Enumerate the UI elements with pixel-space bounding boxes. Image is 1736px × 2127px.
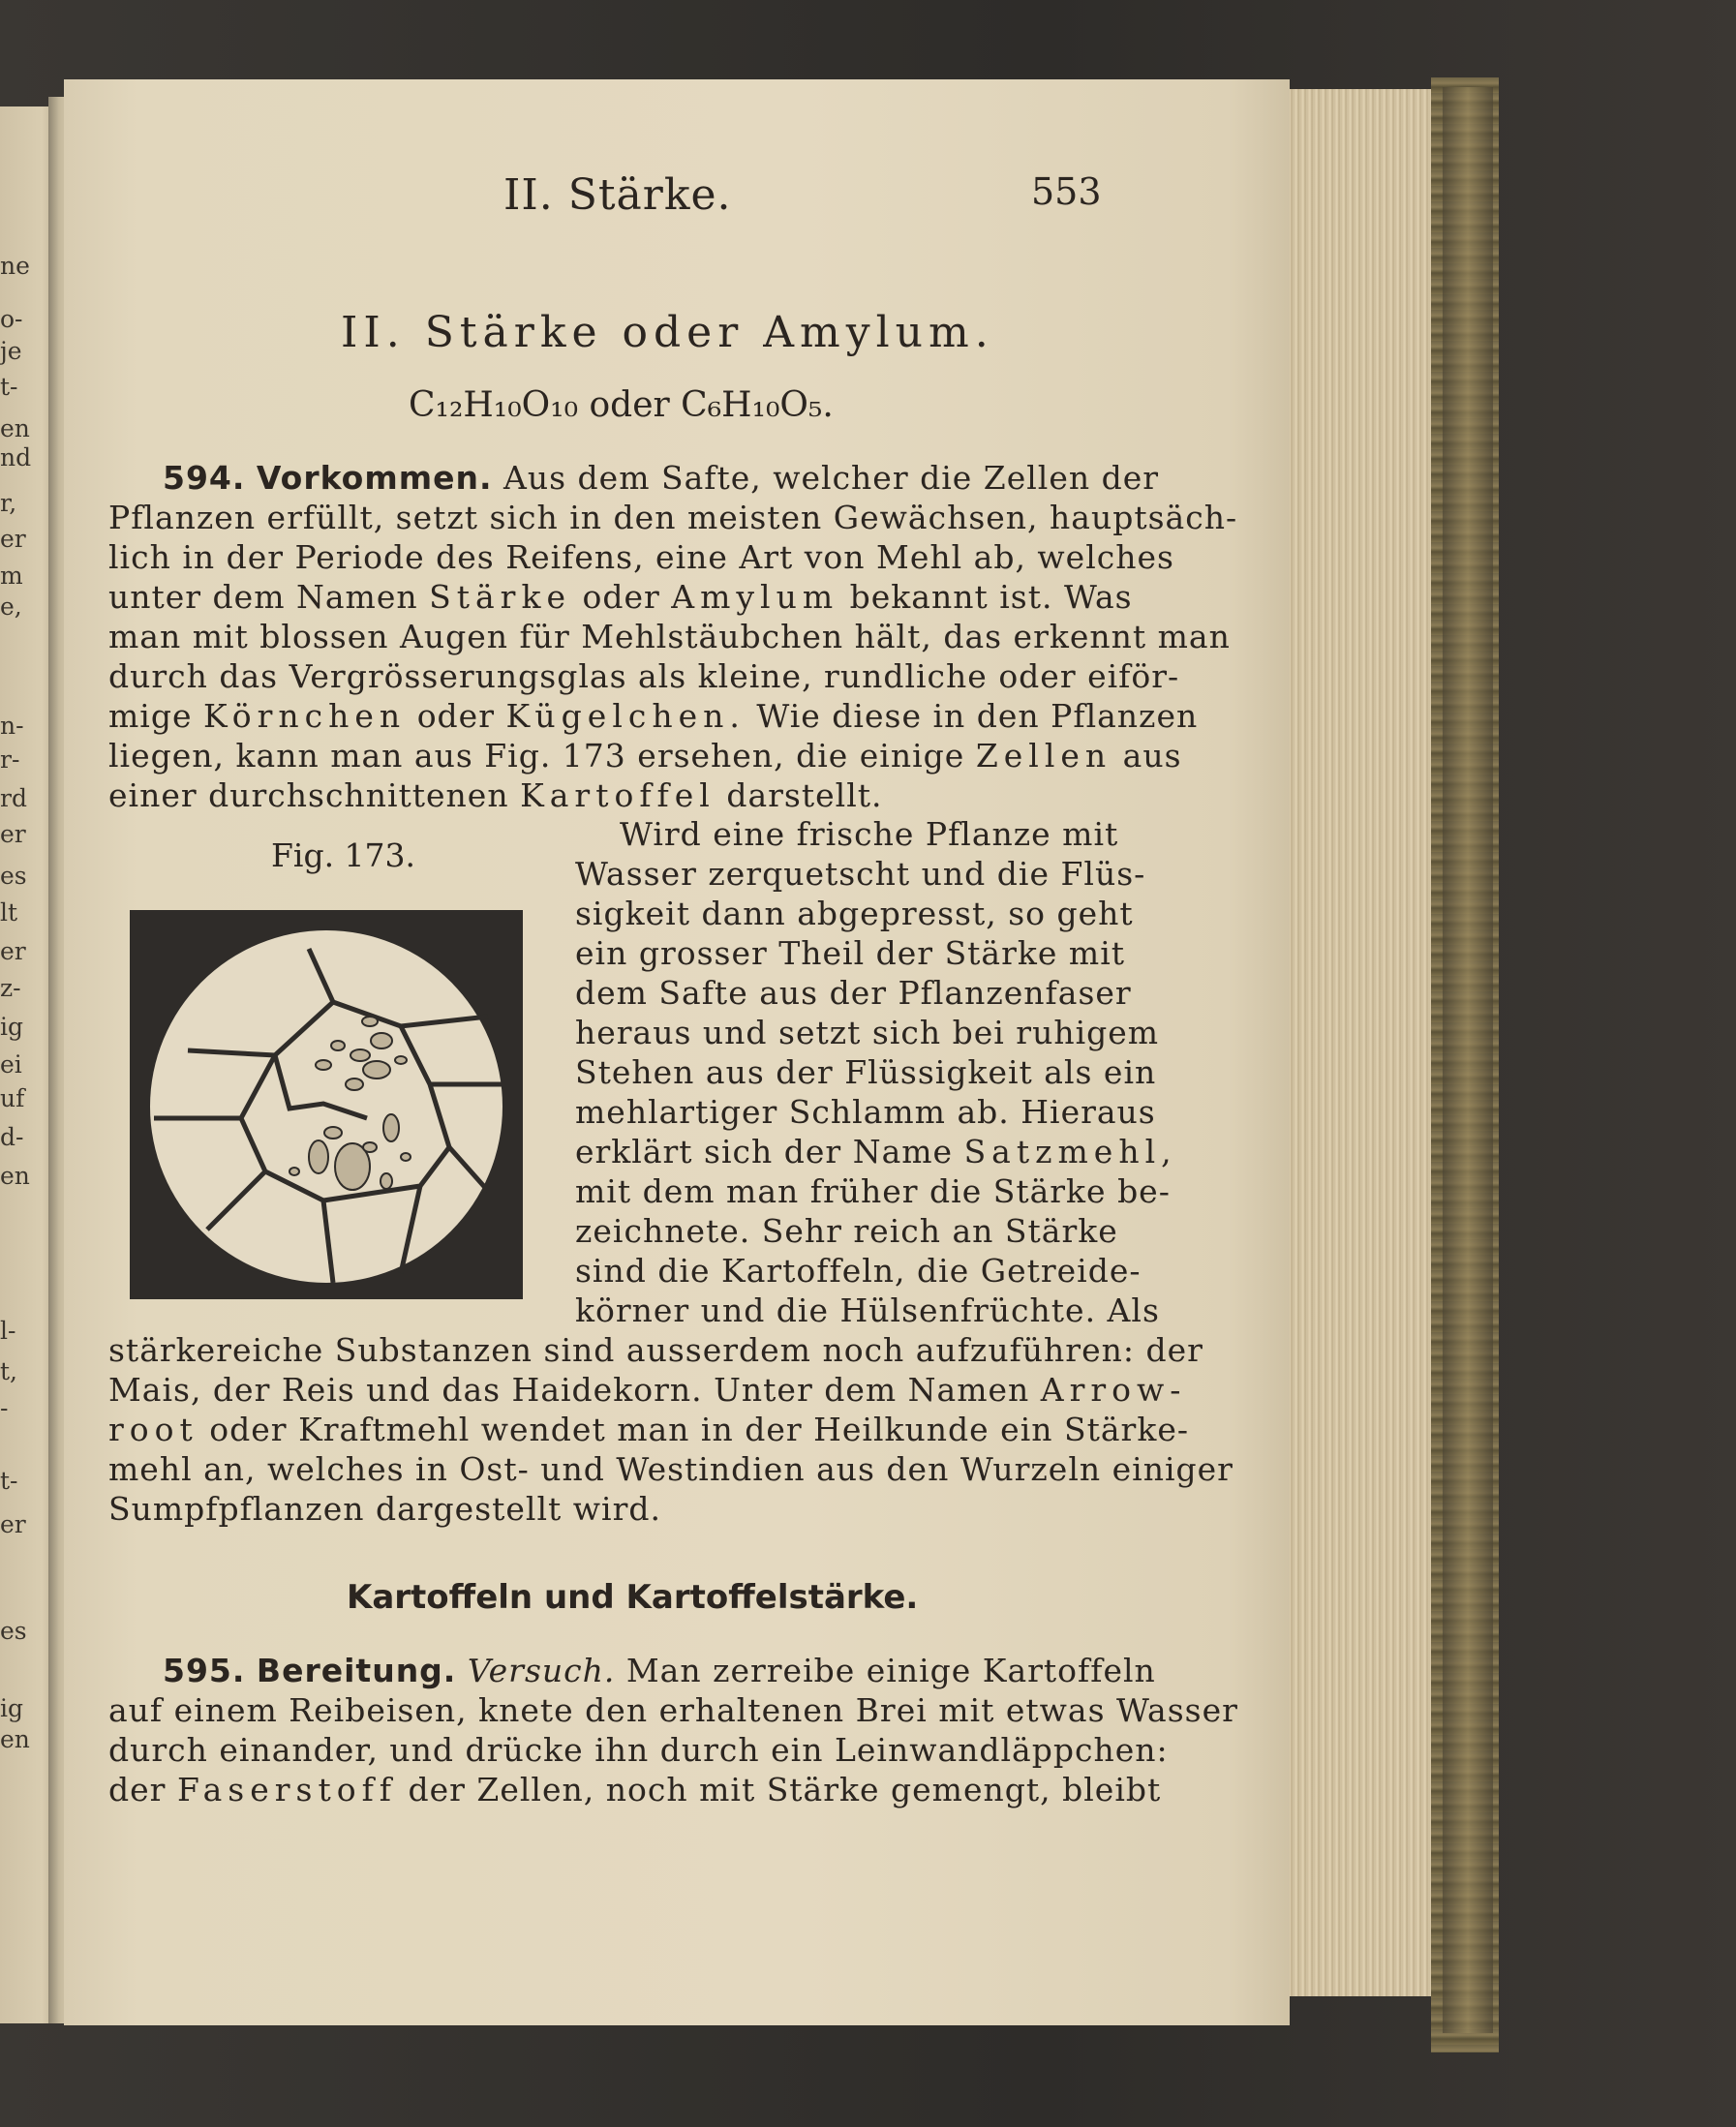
- potato-cells-illustration: [130, 910, 523, 1299]
- term-arrowroot-2: root: [108, 1411, 198, 1448]
- left-page-fragment: es: [0, 862, 27, 890]
- left-page-fragment: rd: [0, 784, 27, 812]
- para-595-line-3: durch einander, und drücke ihn durch ein Leinwandläppchen:: [108, 1731, 1169, 1769]
- left-page-fragment: t-: [0, 373, 18, 401]
- left-page-fragment: -: [0, 1394, 9, 1422]
- para-594-full-3: [108, 1411, 1189, 1448]
- para-text: erklärt sich der Name: [575, 1133, 954, 1170]
- term-arrowroot-1: Arrow-: [1040, 1371, 1187, 1409]
- para-594-full-1: stärkereiche Substanzen sind ausserdem noch aufzuführen: der: [108, 1331, 1203, 1369]
- page-number: 553: [1031, 170, 1102, 213]
- versuch-label: Versuch.: [467, 1652, 616, 1689]
- para-594-wrap-1: Wird eine frische Pflanze mit: [620, 815, 1119, 853]
- term-kartoffel: Kartoffel: [520, 776, 716, 814]
- para-594-line-2: Pflanzen erfüllt, setzt sich in den meisten Gewächsen, hauptsäch-: [108, 499, 1238, 536]
- para-text: liegen, kann man aus Fig. 173 ersehen, die einige: [108, 737, 965, 775]
- left-page-fragment: lt: [0, 898, 18, 927]
- para-594-wrap-7: Stehen aus der Flüssigkeit als ein: [575, 1053, 1157, 1091]
- left-page-fragment: ig: [0, 1013, 23, 1041]
- para-text: oder Kraftmehl wendet man in der Heilkunde ein Stärke-: [209, 1411, 1190, 1448]
- para-594-line-8: [108, 737, 1182, 775]
- book-cover-cloth: [1443, 87, 1493, 2033]
- para-594-wrap-8: mehlartiger Schlamm ab. Hieraus: [575, 1093, 1156, 1131]
- para-594-wrap-11: zeichnete. Sehr reich an Stärke: [575, 1212, 1118, 1250]
- para-594-line-5: man mit blossen Augen für Mehlstäubchen hält, das erkennt man: [108, 618, 1231, 655]
- left-page-fragment: r,: [0, 489, 17, 517]
- para-number: 595.: [163, 1652, 246, 1689]
- para-594-wrap-4: ein grosser Theil der Stärke mit: [575, 934, 1126, 972]
- left-page-fragment: l-: [0, 1317, 16, 1345]
- para-text: der: [108, 1771, 167, 1808]
- para-595-line-2: auf einem Reibeisen, knete den erhaltenen Brei mit etwas Wasser: [108, 1691, 1238, 1729]
- para-594-line-1: [163, 459, 1159, 497]
- left-page-fragment: je: [0, 337, 22, 365]
- para-594-full-5: Sumpfpflanzen dargestellt wird.: [108, 1490, 661, 1528]
- figure-label: Fig. 173.: [271, 836, 416, 874]
- para-heading: Bereitung.: [256, 1652, 457, 1689]
- left-page-fragment: en: [0, 414, 30, 442]
- left-page-fragment: nd: [0, 443, 32, 471]
- left-page-fragment: t-: [0, 1467, 18, 1495]
- left-page-fragment: r-: [0, 745, 20, 774]
- para-text: oder: [582, 578, 660, 616]
- para-text: oder: [416, 697, 495, 735]
- para-594-wrap-13: körner und die Hülsenfrüchte. Als: [575, 1291, 1160, 1329]
- para-text: Wie diese in den Pflanzen: [756, 697, 1199, 735]
- term-amylum: Amylum: [671, 578, 839, 616]
- left-page-fragment: er: [0, 820, 26, 848]
- para-594-full-4: mehl an, welches in Ost- und Westindien aus den Wurzeln einiger: [108, 1450, 1233, 1488]
- subheading: Kartoffeln und Kartoffelstärke.: [347, 1578, 919, 1617]
- para-text: der Zellen, noch mit Stärke gemengt, bleibt: [408, 1771, 1162, 1808]
- para-text: darstellt.: [726, 776, 883, 814]
- term-koernchen: Körnchen: [203, 697, 407, 735]
- para-594-wrap-5: dem Safte aus der Pflanzenfaser: [575, 974, 1132, 1012]
- left-page-fragment: er: [0, 1510, 26, 1538]
- para-595-line-1: [163, 1652, 1156, 1689]
- left-page-fragment: er: [0, 525, 26, 553]
- para-594-wrap-12: sind die Kartoffeln, die Getreide-: [575, 1252, 1142, 1290]
- para-text: bekannt ist. Was: [849, 578, 1133, 616]
- para-594-full-2: [108, 1371, 1186, 1409]
- left-page-fragment: d-: [0, 1123, 24, 1151]
- left-page-fragment: z-: [0, 974, 21, 1002]
- left-page-fragment: er: [0, 937, 26, 965]
- para-594-wrap-2: Wasser zerquetscht und die Flüs-: [575, 855, 1146, 893]
- para-594-line-7: [108, 697, 1198, 735]
- para-text: mige: [108, 697, 193, 735]
- left-page-fragment: m: [0, 562, 23, 590]
- term-staerke: Stärke: [429, 578, 571, 616]
- para-594-wrap-6: heraus und setzt sich bei ruhigem: [575, 1014, 1160, 1051]
- para-text: Mais, der Reis und das Haidekorn. Unter dem Namen: [108, 1371, 1030, 1409]
- running-title: II. Stärke.: [503, 170, 732, 220]
- para-number: 594.: [163, 459, 246, 497]
- left-page-fragment: uf: [0, 1084, 25, 1112]
- left-page-fragment: es: [0, 1617, 27, 1645]
- para-594-wrap-10: mit dem man früher die Stärke be-: [575, 1172, 1171, 1210]
- left-page-fragment: n-: [0, 712, 24, 740]
- left-page-fragment: ig: [0, 1694, 23, 1722]
- para-595-line-4: [108, 1771, 1161, 1808]
- para-594-wrap-9: [575, 1133, 1177, 1170]
- para-594-line-9: [108, 776, 883, 814]
- term-satzmehl: Satzmehl,: [963, 1133, 1177, 1170]
- para-text: aus: [1122, 737, 1182, 775]
- para-text: einer durchschnittenen: [108, 776, 509, 814]
- section-title: II. Stärke oder Amylum.: [341, 308, 994, 357]
- left-page-fragment: o-: [0, 305, 23, 333]
- para-heading: Vorkommen.: [256, 459, 493, 497]
- left-page-fragment: t,: [0, 1357, 17, 1385]
- chemical-formula: C₁₂H₁₀O₁₀ oder C₆H₁₀O₅.: [409, 385, 834, 425]
- para-594-line-6: durch das Vergrösserungsglas als kleine, rundliche oder eiför-: [108, 657, 1180, 695]
- left-page-fragment: ei: [0, 1050, 22, 1079]
- left-page-fragment: en: [0, 1162, 30, 1190]
- page-edges: [1266, 89, 1431, 1996]
- para-594-line-3: lich in der Periode des Reifens, eine Art von Mehl ab, welches: [108, 538, 1174, 576]
- para-594-wrap-3: sigkeit dann abgepresst, so geht: [575, 895, 1134, 932]
- para-text: unter dem Namen: [108, 578, 418, 616]
- para-594-line-4: [108, 578, 1133, 616]
- left-page-fragment: en: [0, 1725, 30, 1753]
- para-text: Man zerreibe einige Kartoffeln: [625, 1652, 1156, 1689]
- term-zellen: Zellen: [975, 737, 1112, 775]
- term-faserstoff: Faserstoff: [176, 1771, 397, 1808]
- left-page-fragment: e,: [0, 593, 22, 621]
- left-page-fragment: ne: [0, 252, 30, 280]
- para-text: Aus dem Safte, welcher die Zellen der: [503, 459, 1160, 497]
- term-kuegelchen: Kügelchen.: [505, 697, 746, 735]
